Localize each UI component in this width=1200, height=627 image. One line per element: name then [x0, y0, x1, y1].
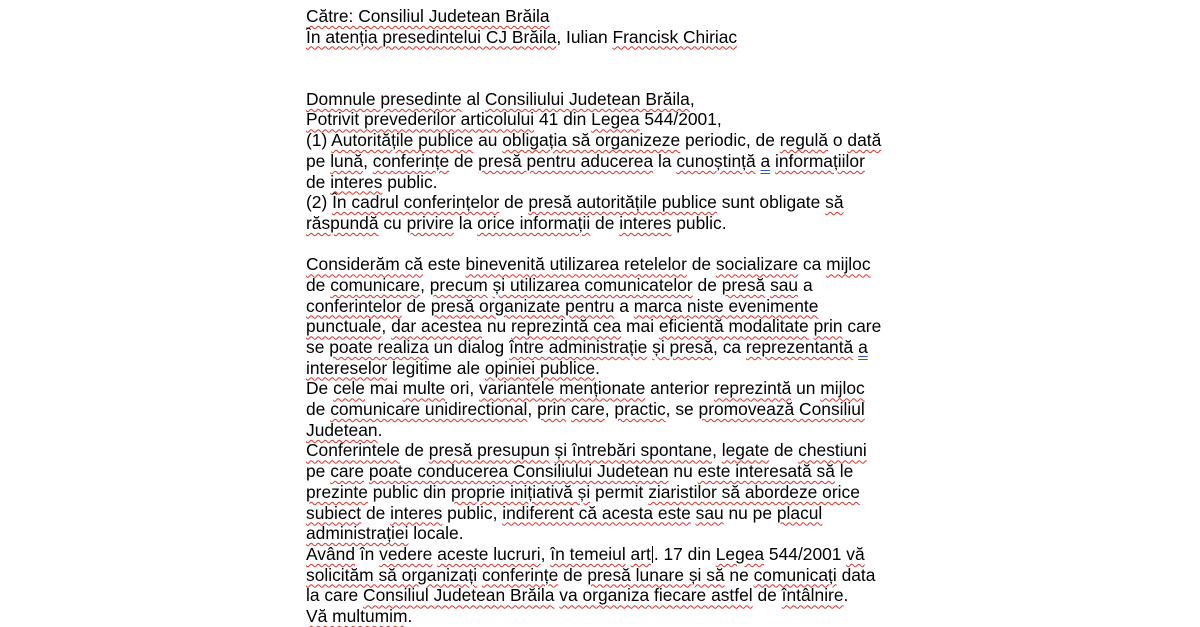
misspelled-word: conferințe — [372, 150, 450, 171]
misspelled-word: între administrație — [509, 337, 648, 357]
misspelled-word: Având — [306, 543, 355, 564]
text-line — [306, 109, 906, 130]
misspelled-word: eficientă modalitate — [658, 316, 809, 337]
misspelled-word: regulă — [779, 130, 829, 151]
misspelled-word: să — [825, 192, 844, 213]
grammar-flagged-word: a — [760, 150, 771, 171]
text-run: cu — [378, 212, 407, 233]
misspelled-word: intereselor — [306, 357, 388, 378]
blank-line — [306, 68, 906, 89]
text-line — [306, 151, 906, 172]
text-run: sunt obligate — [716, 192, 826, 213]
misspelled-word: Domnule presedinte — [306, 88, 462, 109]
text-line — [306, 213, 906, 234]
misspelled-word: administrației — [306, 523, 409, 544]
misspelled-word: informațiilor — [774, 150, 865, 171]
text-run: , — [363, 150, 373, 171]
misspelled-word: și întrebări spontane — [554, 440, 713, 461]
misspelled-word: variantele menționate — [479, 378, 646, 399]
misspelled-word: este interesată să — [697, 461, 835, 482]
text-line — [306, 606, 906, 627]
text-run: , ca — [713, 337, 746, 357]
text-run: de — [399, 440, 429, 461]
misspelled-word: solicităm să organizați — [306, 564, 478, 585]
text-line — [306, 89, 906, 110]
misspelled-word: vă — [846, 543, 865, 564]
misspelled-word: reprezintă cea — [511, 316, 622, 337]
text-cursor — [652, 546, 653, 563]
text-line — [306, 461, 906, 482]
blank-line — [306, 234, 906, 255]
misspelled-word: va organiza fiecare astfel — [559, 585, 753, 606]
text-run: , se — [665, 399, 699, 420]
misspelled-word: care — [570, 399, 605, 420]
text-run: public din — [367, 481, 452, 502]
text-run: o — [828, 130, 848, 151]
text-run: , Iulian — [556, 26, 613, 47]
text-run: de — [692, 274, 722, 295]
text-run: un dialog — [428, 337, 510, 357]
misspelled-word: presă — [721, 274, 766, 295]
misspelled-word: întâlnire — [781, 585, 844, 606]
misspelled-word: prezinte — [306, 481, 368, 502]
misspelled-word: precum — [429, 274, 488, 295]
text-run: de — [401, 295, 431, 316]
text-line — [306, 585, 906, 606]
text-run: la — [653, 150, 677, 171]
misspelled-word: chestiuni — [798, 440, 867, 461]
text-run: . — [377, 419, 383, 440]
misspelled-word: poate realiza — [329, 337, 429, 357]
text-run: al — [461, 88, 485, 109]
misspelled-word: comunicare unidirectional — [330, 399, 528, 420]
text-run: ca — [798, 254, 827, 275]
misspelled-word: opiniei publice — [484, 357, 596, 378]
text-run: . — [843, 585, 849, 606]
misspelled-word: art — [630, 543, 651, 564]
document-body[interactable] — [306, 6, 906, 627]
text-run: la care — [306, 585, 364, 606]
text-run: se — [306, 337, 330, 357]
text-line — [306, 27, 906, 48]
text-line — [306, 523, 906, 544]
misspelled-word: poate conducerea Consiliului Judetean — [368, 461, 669, 482]
text-run: . 17 din — [653, 543, 716, 564]
misspelled-word: lună — [330, 150, 364, 171]
text-run: în — [355, 543, 380, 564]
misspelled-word: socializare — [715, 254, 799, 275]
text-run: data — [836, 564, 876, 585]
text-line — [306, 420, 906, 441]
text-run: permit — [590, 481, 649, 502]
misspelled-word: legate — [721, 440, 770, 461]
misspelled-word: care — [330, 461, 365, 482]
text-line — [306, 316, 906, 337]
text-run: nu — [668, 461, 698, 482]
text-run: a — [614, 295, 634, 316]
misspelled-word: dată — [847, 130, 882, 151]
misspelled-word: în temeiul — [550, 543, 626, 564]
misspelled-word: prin — [537, 399, 567, 420]
text-run: , — [381, 316, 392, 337]
text-run: pe — [306, 150, 331, 171]
text-run: de — [558, 564, 588, 585]
misspelled-word: dar acestea — [391, 316, 482, 337]
text-run: , — [540, 543, 551, 564]
misspelled-word: comunicați — [753, 564, 837, 585]
text-run: este — [422, 254, 466, 275]
misspelled-word: punctuale — [306, 316, 382, 337]
misspelled-word: placul — [776, 502, 823, 523]
grammar-flagged-word: a — [858, 337, 868, 357]
misspelled-word: În atenția presedintelui CJ Brăila — [306, 26, 557, 47]
text-run: un — [791, 378, 821, 399]
text-run: , — [604, 399, 615, 420]
text-line — [306, 337, 906, 358]
text-run: . — [595, 357, 600, 378]
misspelled-word: și utilizarea comunicatelor — [492, 274, 693, 295]
text-run: mai — [364, 378, 403, 399]
text-run: . — [407, 605, 413, 626]
misspelled-word: Judetean — [306, 419, 378, 440]
misspelled-word: privire — [406, 212, 454, 233]
text-run: ne — [724, 564, 754, 585]
misspelled-word: Francisk Chiriac — [612, 26, 738, 47]
misspelled-word: Vă multumim — [306, 605, 408, 626]
misspelled-word: Legea — [591, 109, 640, 130]
text-run: de — [361, 502, 391, 523]
misspelled-word: sau — [770, 274, 799, 295]
misspelled-word: obligația să organizeze — [502, 130, 681, 151]
misspelled-word: ziaristilor să abordeze orice — [648, 481, 860, 502]
misspelled-word: presă pentru aducerea — [478, 150, 654, 171]
misspelled-word: indiferent că acesta este — [502, 502, 691, 523]
misspelled-word: presă lunare și să — [587, 564, 725, 585]
misspelled-word: reprezentantă — [745, 337, 854, 357]
text-line — [306, 192, 906, 213]
misspelled-word: răspundă — [306, 212, 379, 233]
text-line — [306, 565, 906, 586]
text-run: de — [752, 585, 782, 606]
text-run: care — [842, 316, 882, 337]
misspelled-word: multe — [402, 378, 446, 399]
misspelled-word: aceste lucruri — [437, 543, 541, 564]
misspelled-word: cunoștință — [676, 150, 756, 171]
misspelled-word: mijloc — [820, 378, 865, 399]
text-run: de — [306, 399, 331, 420]
text-run: (1) — [306, 130, 332, 151]
misspelled-word: practic — [614, 399, 666, 420]
text-line — [306, 6, 906, 27]
blank-line — [306, 47, 906, 68]
text-run: de — [499, 192, 529, 213]
text-line — [306, 440, 906, 461]
misspelled-word: interes — [619, 212, 672, 233]
misspelled-word: subiect — [306, 502, 362, 523]
text-run: public. — [671, 212, 727, 233]
text-run: la — [453, 212, 478, 233]
misspelled-word: conferintelor — [306, 295, 402, 316]
misspelled-word: Autoritățile publice — [331, 130, 474, 151]
misspelled-word: Legea — [715, 543, 765, 564]
text-run: 544/2001 — [764, 543, 847, 564]
text-run: ori, — [445, 378, 480, 399]
text-run: mai — [621, 316, 659, 337]
text-run: periodic, de — [680, 130, 780, 151]
text-run: De — [306, 378, 334, 399]
misspelled-word: proprie inițiativă și — [451, 481, 591, 502]
text-run: a — [798, 274, 813, 295]
text-run: , — [420, 274, 430, 295]
text-run: locale. — [408, 523, 464, 544]
misspelled-word: sau — [695, 502, 724, 523]
misspelled-word: interes — [390, 502, 443, 523]
misspelled-word: cele — [333, 378, 365, 399]
text-line — [306, 254, 906, 275]
misspelled-word: binevenită utilizarea retelelor — [465, 254, 687, 275]
misspelled-word: reprezintă — [713, 378, 792, 399]
misspelled-word: presă organizate pentru — [430, 295, 615, 316]
text-line — [306, 275, 906, 296]
misspelled-word: Către: Consiliul Judetean Brăila — [306, 6, 550, 26]
text-run: , — [527, 399, 538, 420]
text-line — [306, 482, 906, 503]
text-run: de — [590, 212, 620, 233]
misspelled-word: mijloc — [826, 254, 871, 275]
misspelled-word: conferințe — [481, 564, 559, 585]
misspelled-word: comunicare — [330, 274, 421, 295]
text-run: de — [449, 150, 479, 171]
misspelled-word: orice informații — [477, 212, 591, 233]
text-line — [306, 130, 906, 151]
text-run: 41 din — [534, 109, 592, 130]
text-line — [306, 358, 906, 379]
misspelled-word: Consiliului Judetean Brăila — [484, 88, 690, 109]
text-run: public, — [442, 502, 503, 523]
misspelled-word: marca niste evenimente — [633, 295, 819, 316]
text-line — [306, 399, 906, 420]
text-run: anterior — [645, 378, 714, 399]
text-run: le — [834, 461, 854, 482]
text-line — [306, 503, 906, 524]
text-run: 544/2001, — [639, 109, 722, 130]
text-run: , — [712, 440, 722, 461]
text-run: pe — [306, 461, 331, 482]
text-run: de — [306, 274, 331, 295]
text-run: , — [689, 88, 695, 109]
misspelled-word: și presă — [652, 337, 714, 357]
text-run: (2) — [306, 192, 333, 213]
misspelled-word: Potrivit prevederilor articolului — [306, 109, 535, 130]
text-run: legitime ale — [387, 357, 485, 378]
text-run: de — [306, 171, 331, 192]
text-line — [306, 378, 906, 399]
misspelled-word: presă presupun — [428, 440, 550, 461]
text-run: au — [473, 130, 503, 151]
text-run: de — [686, 254, 716, 275]
misspelled-word: vedere — [379, 543, 433, 564]
text-run: public. — [382, 171, 438, 192]
text-run: nu pe — [723, 502, 777, 523]
misspelled-word: Conferintele — [306, 440, 400, 461]
misspelled-word: În cadrul conferințelor — [332, 192, 500, 213]
misspelled-word: Considerăm că — [306, 254, 423, 275]
text-line — [306, 544, 906, 565]
misspelled-word: interes — [330, 171, 383, 192]
text-run: nu — [481, 316, 511, 337]
text-line — [306, 296, 906, 317]
misspelled-word: Consiliul Judetean Brăila — [363, 585, 555, 606]
text-run: de — [769, 440, 799, 461]
misspelled-word: presă autoritățile publice — [528, 192, 717, 213]
misspelled-word: promovează Consiliul — [698, 399, 865, 420]
misspelled-word: prin — [813, 316, 843, 337]
text-line — [306, 172, 906, 193]
